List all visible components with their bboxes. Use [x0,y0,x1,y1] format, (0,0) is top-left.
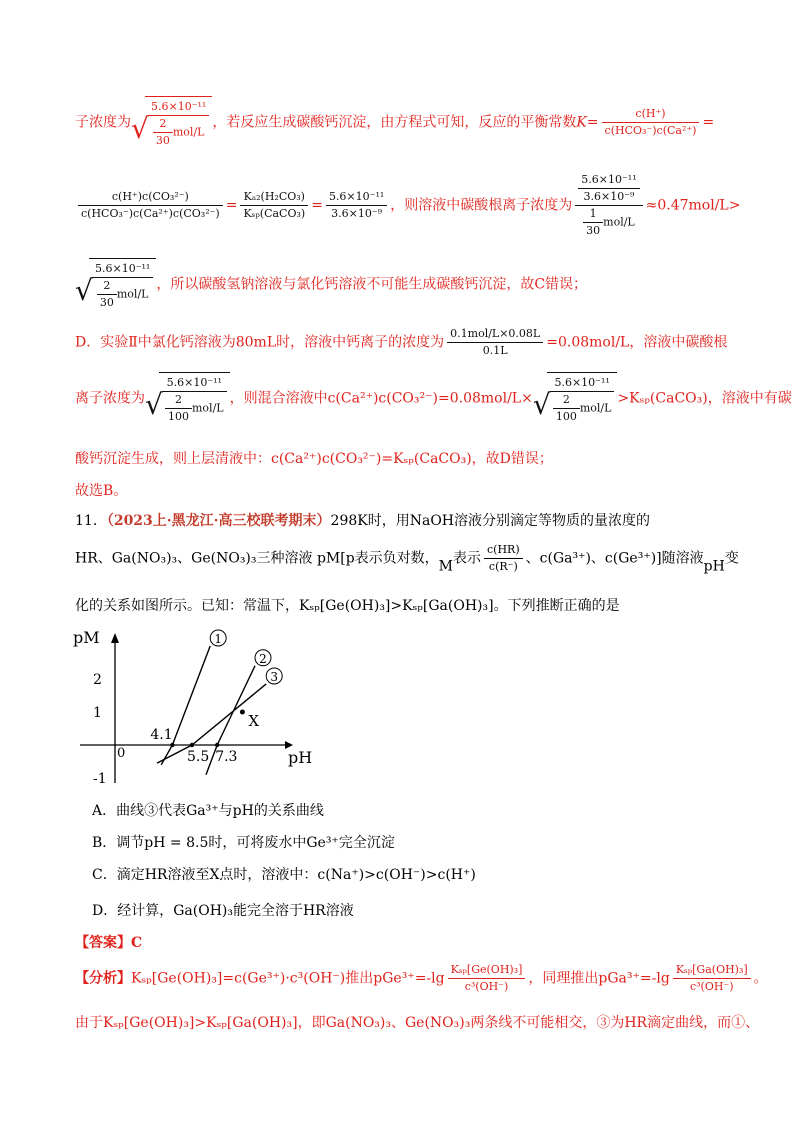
x-axis-label: pH [288,748,313,767]
x-tick-label: 4.1 [150,727,173,743]
equals: = [702,114,715,131]
intercept-dot [190,743,194,747]
frac-num: 5.6×10⁻¹¹ [328,190,385,203]
equals: = [225,197,238,214]
analysis-line-1 [75,962,768,995]
frac-num: 5.6×10⁻¹¹ [554,376,610,389]
chart-root [73,628,312,787]
unit: mol/L [192,401,224,415]
solution-line-6: 酸钙沉淀生成，则上层清液中：c(Ca²⁺)c(CO₃²⁻)=Kₛₚ(CaCO₃)，故D错误； [75,451,553,467]
answer-label: 【答案】C [75,935,143,951]
solution-line-4 [75,326,727,359]
equals: = [311,197,323,214]
intercept-dot [170,743,174,747]
option-b: B．调节pH = 8.5时，可将废水中Ge³⁺完全沉淀 [92,835,395,851]
text-seg: 、c(Ga³⁺)、c(Ge³⁺)]随溶液 [525,550,704,567]
text-seg: ，则溶液中碳酸根离子浓度为 [390,197,573,214]
frac-den: 100 [553,408,580,425]
text-seg: ，若反应生成碳酸钙沉淀，由方程式可知，反应的平衡常数 [212,114,577,131]
frac-num: 2 [175,393,182,406]
frac-den: 30 [97,294,117,311]
frac-num: Kₛₚ[Ga(OH)₃] [675,963,748,976]
frac-num: 5.6×10⁻¹¹ [151,100,207,113]
series-label: 1 [214,632,223,646]
pm-ph-chart [70,625,330,795]
sqrt-expression: √ 5.6×10⁻¹¹ $\frac{2}{30}$ mol/L [131,96,212,149]
solution-line-5 [75,372,792,425]
question-11-line-1 [75,510,650,530]
y-axis-label: pM [73,628,100,647]
frac-num: 0.1mol/L×0.08L [450,327,541,340]
option-d: D．经计算，Ga(OH)₃能完全溶于HR溶液 [92,903,354,919]
frac-num: c(H⁺)c(CO₃²⁻) [111,190,189,203]
frac-num: 2 [562,393,570,406]
frac-num: 2 [103,279,111,292]
sqrt-expression: √ 5.6×10⁻¹¹ $\frac{2}{100}$ mol/L [145,372,230,425]
question-11-line-3: 化的关系如图所示。已知：常温下，Kₛₚ[Ge(OH)₃]>Kₛₚ[Ga(OH)₃]。下列推断正确的是 [75,598,620,614]
option-c: C．滴定HR溶液至X点时，溶液中：c(Na⁺)>c(OH⁻)>c(H⁺) [92,867,476,883]
frac-den: 0.1L [447,342,543,359]
unit: mol/L [579,401,612,415]
frac-den: 30 [583,222,603,239]
point-x-label: X [248,712,260,730]
sqrt-expression: √ 5.6×10⁻¹¹ $\frac{2}{100}$ mol/L [533,372,618,425]
x-tick-label: 5.5 [187,749,210,765]
text-seg: =0.08mol/L，溶液中碳酸根 [546,334,728,351]
text-seg: 离子浓度为 [75,390,145,407]
unit: mol/L [116,287,149,301]
frac-num: Kₐ₂(H₂CO₃) [243,190,305,203]
text-seg: 表示 [453,550,482,567]
frac-den: 3.6×10⁻⁹ [326,205,387,222]
frac-num: 1 [589,207,597,220]
frac-num: c(HR) [487,543,520,556]
unit: mol/L [172,125,205,139]
solution-line-3 [75,258,587,311]
question-11-line-2 [75,542,739,575]
k-label: K= [576,114,599,131]
frac-num: 5.6×10⁻¹¹ [95,262,151,275]
frac-num: 5.6×10⁻¹¹ [581,173,637,186]
y-tick-label: 2 [93,672,102,688]
var-ph: pH [703,558,725,575]
frac-den: c³(OH⁻) [673,978,751,995]
var-m: M [438,558,454,575]
unit: mol/L [603,215,635,229]
sqrt-expression: √ 5.6×10⁻¹¹ $\frac{2}{30}$ mol/L [75,258,156,311]
point-x-dot [240,710,245,715]
text-seg: ，所以碳酸氢钠溶液与氯化钙溶液不可能生成碳酸钙沉淀，故C错误； [156,276,588,293]
solution-line-2 [75,172,740,239]
frac-den: 30 [153,132,173,149]
series-label: 3 [270,669,279,684]
text-seg: 子浓度为 [75,114,131,131]
text-seg: HR、Ga(NO₃)₃、Ge(NO₃)₃三种溶液 pM[p表示负对数， [75,550,439,567]
frac-num: Kₛₚ[Ge(OH)₃] [450,963,523,976]
frac-den: Kₛₚ(CaCO₃) [240,205,308,222]
text-seg: 变 [724,550,739,567]
frac-den: 3.6×10⁻⁹ [578,188,639,205]
text-seg: Kₛₚ[Ge(OH)₃]=c(Ge³⁺)·c³(OH⁻)推出pGe³⁺=-lg [131,970,445,987]
text-seg: ，同理推出pGa³⁺=-lg [528,970,670,987]
option-a: A．曲线③代表Ga³⁺与pH的关系曲线 [92,803,324,819]
y-axis-arrow [111,633,119,643]
question-number: 11． [75,513,107,529]
question-source: （2023上·黑龙江·高三校联考期末） [106,513,331,529]
intercept-dot [215,743,219,747]
frac-den: c(R⁻) [484,558,523,575]
frac-den: c(HCO₃⁻)c(Ca²⁺) [602,122,700,139]
series-label: 2 [259,651,267,666]
solution-line-7: 故选B。 [75,483,128,499]
series-line-1 [161,646,210,765]
frac-num: 2 [159,117,167,130]
frac-den: 100 [165,408,192,425]
text-seg: 298K时，用NaOH溶液分别滴定等物质的量浓度的 [330,513,651,529]
frac-num: 5.6×10⁻¹¹ [166,376,222,389]
text-seg: 。 [753,970,768,987]
text-seg: D．实验Ⅱ中氯化钙溶液为80mL时，溶液中钙离子的浓度为 [75,334,445,351]
y-tick-label: 1 [93,705,102,721]
solution-line-1 [75,96,714,149]
x-tick-label: 7.3 [215,749,238,765]
origin-label: 0 [117,746,126,761]
text-seg: >Kₛₚ(CaCO₃)，溶液中有碳 [617,390,792,407]
frac-den: c³(OH⁻) [448,978,526,995]
text-seg: ，则混合溶液中c(Ca²⁺)c(CO₃²⁻)=0.08mol/L× [229,390,533,407]
y-tick-label: -1 [93,771,107,787]
frac-num: c(H⁺) [635,107,666,120]
text-seg: ≈0.47mol/L> [645,197,741,214]
analysis-tag: 【分析】 [75,970,131,987]
frac-den: c(HCO₃⁻)c(Ca²⁺)c(CO₃²⁻) [78,205,223,222]
analysis-line-2: 由于Kₛₚ[Ge(OH)₃]>Kₛₚ[Ga(OH)₃]，即Ga(NO₃)₃、Ge(NO₃)₃两条线不可能相交，③为HR滴定曲线，而①、 [75,1015,760,1031]
